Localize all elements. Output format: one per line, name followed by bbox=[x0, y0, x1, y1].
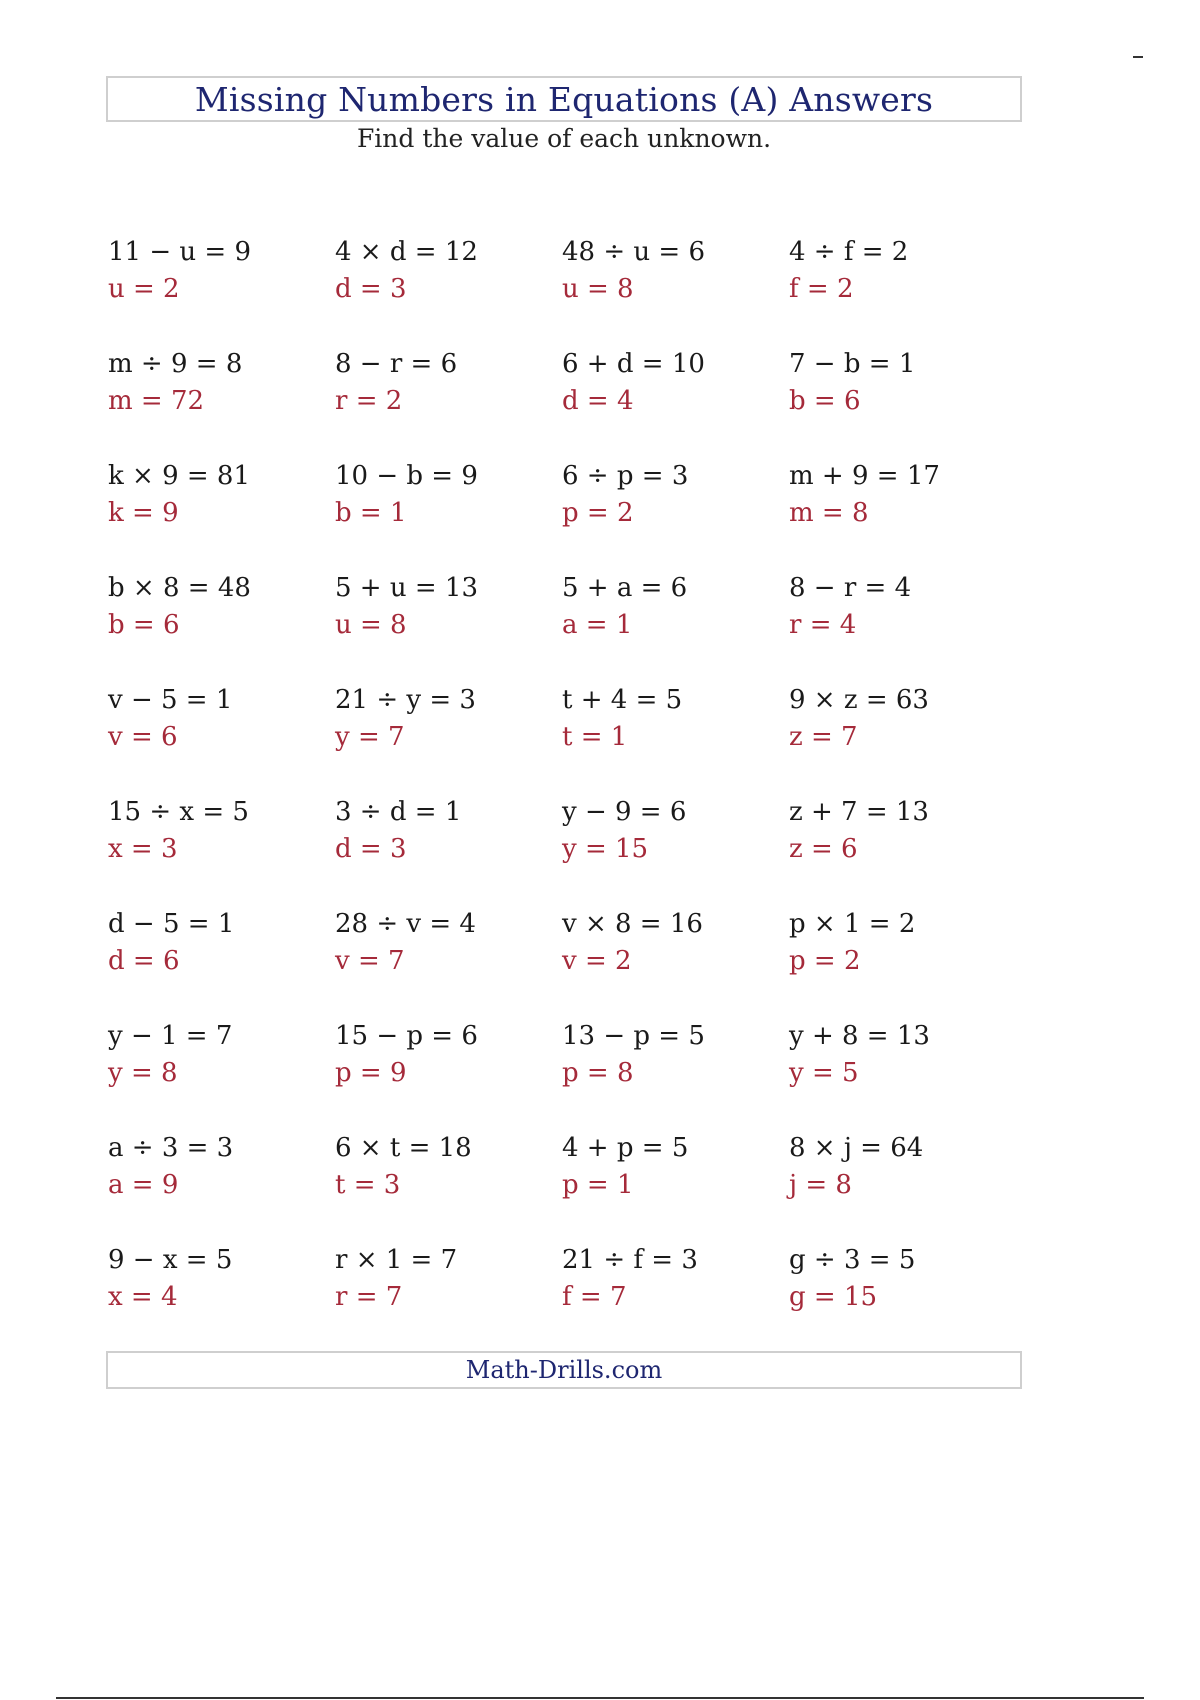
problem-item bbox=[335, 1018, 562, 1130]
problem-answer: p = 8 bbox=[562, 1058, 634, 1088]
problem-equation: 48 ÷ u = 6 bbox=[562, 237, 705, 267]
problem-equation: 4 × d = 12 bbox=[335, 237, 478, 267]
problem-equation: 3 ÷ d = 1 bbox=[335, 797, 462, 827]
problem-item bbox=[108, 1130, 335, 1242]
problem-answer: u = 8 bbox=[562, 274, 634, 304]
problem-equation: 7 − b = 1 bbox=[789, 349, 916, 379]
problem-equation: z + 7 = 13 bbox=[789, 797, 929, 827]
problem-item bbox=[108, 906, 335, 1018]
problem-answer: r = 4 bbox=[789, 610, 857, 640]
problem-equation: 21 ÷ f = 3 bbox=[562, 1245, 698, 1275]
problem-equation: k × 9 = 81 bbox=[108, 461, 251, 491]
problem-equation: y − 9 = 6 bbox=[562, 797, 687, 827]
problem-equation: d − 5 = 1 bbox=[108, 909, 235, 939]
problem-answer: y = 15 bbox=[562, 834, 649, 864]
problem-answer: a = 9 bbox=[108, 1170, 179, 1200]
problem-item bbox=[108, 1242, 335, 1354]
problem-equation: 15 − p = 6 bbox=[335, 1021, 478, 1051]
problem-item bbox=[789, 346, 1016, 458]
problem-equation: 11 − u = 9 bbox=[108, 237, 251, 267]
problem-equation: p × 1 = 2 bbox=[789, 909, 916, 939]
problem-answer: b = 6 bbox=[108, 610, 180, 640]
problem-item bbox=[789, 1130, 1016, 1242]
problem-equation: r × 1 = 7 bbox=[335, 1245, 458, 1275]
problem-item bbox=[335, 570, 562, 682]
problem-answer: p = 2 bbox=[562, 498, 634, 528]
problem-equation: 6 ÷ p = 3 bbox=[562, 461, 689, 491]
problem-equation: v × 8 = 16 bbox=[562, 909, 703, 939]
problem-equation: 6 × t = 18 bbox=[335, 1133, 472, 1163]
footer-site-name: Math-Drills.com bbox=[465, 1356, 663, 1384]
problem-answer: a = 1 bbox=[562, 610, 633, 640]
problem-item bbox=[789, 682, 1016, 794]
problem-answer: m = 72 bbox=[108, 386, 205, 416]
page-title: Missing Numbers in Equations (A) Answers bbox=[194, 79, 934, 119]
problem-equation: 4 ÷ f = 2 bbox=[789, 237, 909, 267]
problem-answer: v = 6 bbox=[108, 722, 178, 752]
problem-item bbox=[108, 458, 335, 570]
problem-item bbox=[562, 234, 789, 346]
problem-item bbox=[335, 1242, 562, 1354]
problem-item bbox=[562, 1130, 789, 1242]
problem-answer: b = 1 bbox=[335, 498, 407, 528]
problem-item bbox=[562, 346, 789, 458]
problem-equation: 8 × j = 64 bbox=[789, 1133, 924, 1163]
problem-equation: 5 + u = 13 bbox=[335, 573, 478, 603]
problem-equation: 8 − r = 4 bbox=[789, 573, 912, 603]
problem-answer: d = 3 bbox=[335, 274, 407, 304]
problem-item bbox=[789, 458, 1016, 570]
problem-item bbox=[562, 794, 789, 906]
problem-item bbox=[789, 234, 1016, 346]
problem-item bbox=[789, 1018, 1016, 1130]
problem-answer: t = 3 bbox=[335, 1170, 401, 1200]
problem-item bbox=[562, 458, 789, 570]
problem-answer: t = 1 bbox=[562, 722, 628, 752]
problem-item bbox=[108, 346, 335, 458]
problem-answer: k = 9 bbox=[108, 498, 179, 528]
problem-answer: v = 7 bbox=[335, 946, 405, 976]
problem-equation: v − 5 = 1 bbox=[108, 685, 233, 715]
problem-item bbox=[562, 570, 789, 682]
problem-answer: g = 15 bbox=[789, 1282, 878, 1312]
problem-equation: 8 − r = 6 bbox=[335, 349, 458, 379]
problem-equation: y − 1 = 7 bbox=[108, 1021, 233, 1051]
problem-answer: v = 2 bbox=[562, 946, 632, 976]
problem-answer: p = 9 bbox=[335, 1058, 407, 1088]
problem-item bbox=[108, 234, 335, 346]
problem-equation: m ÷ 9 = 8 bbox=[108, 349, 243, 379]
problem-item bbox=[335, 346, 562, 458]
problem-answer: d = 3 bbox=[335, 834, 407, 864]
problem-item bbox=[789, 906, 1016, 1018]
problem-equation: 21 ÷ y = 3 bbox=[335, 685, 476, 715]
problem-equation: 13 − p = 5 bbox=[562, 1021, 705, 1051]
problem-equation: 9 − x = 5 bbox=[108, 1245, 233, 1275]
problem-equation: 15 ÷ x = 5 bbox=[108, 797, 249, 827]
problem-equation: y + 8 = 13 bbox=[789, 1021, 930, 1051]
corner-mark bbox=[1133, 56, 1143, 58]
problem-answer: y = 7 bbox=[335, 722, 405, 752]
problem-item bbox=[562, 1018, 789, 1130]
problem-item bbox=[335, 1130, 562, 1242]
problem-equation: m + 9 = 17 bbox=[789, 461, 940, 491]
problem-equation: a ÷ 3 = 3 bbox=[108, 1133, 234, 1163]
problem-item bbox=[335, 682, 562, 794]
problem-item bbox=[789, 1242, 1016, 1354]
problem-answer: d = 6 bbox=[108, 946, 180, 976]
problem-equation: 5 + a = 6 bbox=[562, 573, 688, 603]
problem-equation: b × 8 = 48 bbox=[108, 573, 251, 603]
problem-grid bbox=[108, 234, 1028, 1354]
problem-answer: d = 4 bbox=[562, 386, 634, 416]
problem-answer: x = 4 bbox=[108, 1282, 178, 1312]
page-subtitle: Find the value of each unknown. bbox=[356, 124, 772, 153]
problem-item bbox=[335, 906, 562, 1018]
problem-answer: x = 3 bbox=[108, 834, 178, 864]
problem-answer: b = 6 bbox=[789, 386, 861, 416]
problem-item bbox=[789, 570, 1016, 682]
problem-equation: 10 − b = 9 bbox=[335, 461, 478, 491]
footer-box bbox=[106, 1351, 1022, 1389]
problem-item bbox=[562, 1242, 789, 1354]
problem-answer: y = 8 bbox=[108, 1058, 178, 1088]
problem-answer: u = 8 bbox=[335, 610, 407, 640]
problem-equation: 6 + d = 10 bbox=[562, 349, 705, 379]
problem-item bbox=[108, 794, 335, 906]
problem-item bbox=[108, 570, 335, 682]
problem-item bbox=[335, 458, 562, 570]
problem-item bbox=[562, 682, 789, 794]
problem-answer: j = 8 bbox=[789, 1170, 852, 1200]
problem-equation: 28 ÷ v = 4 bbox=[335, 909, 476, 939]
problem-answer: f = 7 bbox=[562, 1282, 627, 1312]
problem-answer: m = 8 bbox=[789, 498, 869, 528]
problem-answer: p = 1 bbox=[562, 1170, 634, 1200]
problem-item bbox=[562, 906, 789, 1018]
problem-answer: y = 5 bbox=[789, 1058, 859, 1088]
problem-answer: p = 2 bbox=[789, 946, 861, 976]
problem-equation: g ÷ 3 = 5 bbox=[789, 1245, 916, 1275]
problem-answer: f = 2 bbox=[789, 274, 854, 304]
bottom-rule bbox=[56, 1697, 1144, 1699]
problem-answer: z = 7 bbox=[789, 722, 858, 752]
problem-answer: r = 2 bbox=[335, 386, 403, 416]
problem-item bbox=[108, 682, 335, 794]
problem-equation: 4 + p = 5 bbox=[562, 1133, 689, 1163]
problem-answer: r = 7 bbox=[335, 1282, 403, 1312]
problem-answer: z = 6 bbox=[789, 834, 858, 864]
problem-item bbox=[335, 234, 562, 346]
problem-item bbox=[108, 1018, 335, 1130]
title-box bbox=[106, 76, 1022, 122]
problem-equation: 9 × z = 63 bbox=[789, 685, 929, 715]
problem-item bbox=[335, 794, 562, 906]
problem-answer: u = 2 bbox=[108, 274, 180, 304]
problem-equation: t + 4 = 5 bbox=[562, 685, 683, 715]
problem-item bbox=[789, 794, 1016, 906]
